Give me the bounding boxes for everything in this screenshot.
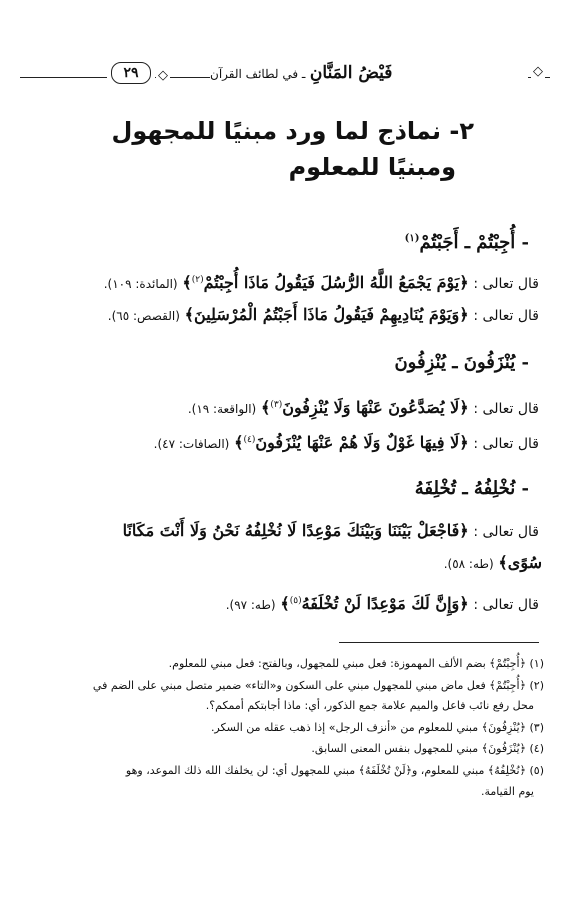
verse-close: ﴾ bbox=[261, 398, 271, 417]
verse-reference: (القصص: ٦٥). bbox=[107, 309, 180, 323]
verse-close: ﴾ bbox=[184, 305, 195, 324]
word-heading-text: - أُجِبْتُمْ ـ أَجَبْتُمْ bbox=[419, 232, 529, 253]
page-number-frame bbox=[107, 62, 155, 84]
verse-text: ﴿يَوْمَ يَجْمَعُ اللَّهُ الرُّسُلَ فَيَقُولُ مَاذَا أُجِبْتُمْ bbox=[203, 273, 469, 292]
page-number: ٢٩ bbox=[111, 62, 151, 84]
verse-text: ﴿وَيَوْمَ يُنَادِيهِمْ فَيَقُولُ مَاذَا أَجَبْتُمُ الْمُرْسَلِينَ bbox=[194, 305, 469, 324]
running-header bbox=[20, 58, 550, 86]
verse-text: ﴿وَإِنَّ لَكَ مَوْعِدًا لَنْ تُخْلَفَهُ bbox=[301, 594, 469, 613]
verse-lead: قال تعالى : bbox=[473, 436, 539, 452]
verse-line bbox=[29, 519, 539, 544]
footnote: (٥) ﴿نُخْلِفُهُ﴾ مبني للمعلوم، و﴿لَنْ تُخْلَفَهُ﴾ مبني للمجهول أي: لن يخلفك الله ذلك الموعد، وهو bbox=[125, 764, 544, 777]
verse-lead: قال تعالى : bbox=[473, 276, 539, 292]
footnote-continuation: محل رفع نائب فاعل والميم علامة جمع الذكور، أي: ماذا أجابتكم أممكم؟. bbox=[205, 699, 534, 712]
footnote-marker: (٤) bbox=[243, 435, 256, 445]
diamond-ornament-icon: ◇ bbox=[158, 68, 168, 83]
footnote-marker: (١) bbox=[404, 233, 420, 244]
word-heading bbox=[394, 350, 529, 376]
verse-reference: (طه: ٥٨). bbox=[443, 557, 494, 571]
footnote-marker: (٢) bbox=[191, 275, 204, 285]
verse-lead: قال تعالى : bbox=[473, 597, 539, 613]
word-heading bbox=[415, 476, 529, 502]
book-subtitle: ـ في لطائف القرآن bbox=[210, 67, 306, 81]
section-title-line-1: ٢- نماذج لما ورد مبنيًا للمجهول bbox=[111, 117, 474, 145]
footnote-marker: (٥) bbox=[289, 596, 302, 606]
footnote: (٢) ﴿أُجِبْتُمْ﴾ فعل ماض مبني للمجهول مبني على السكون و«التاء» ضمير متصل مبني على الضم في bbox=[92, 679, 544, 692]
word-heading-text: - يُنْزَفُونَ ـ يُنْزِفُونَ bbox=[394, 352, 529, 373]
diamond-ornament-icon: ◇ bbox=[533, 64, 543, 79]
verse-line bbox=[29, 268, 539, 296]
verse-text: سُوًى bbox=[507, 553, 542, 572]
verse-line bbox=[29, 428, 539, 456]
verse-close: ﴾ bbox=[498, 553, 508, 572]
verse-line bbox=[32, 551, 542, 576]
book-title: فَيْضُ المَنَّانِ bbox=[309, 63, 393, 83]
verse-lead: قال تعالى : bbox=[473, 308, 539, 324]
section-title-line-2: ومبنيًا للمعلوم bbox=[288, 153, 456, 181]
footnote: (٤) ﴿يُنْزَفُونَ﴾ مبني للمجهول بنفس المعنى السابق. bbox=[311, 742, 544, 755]
verse-reference: (الصافات: ٤٧). bbox=[153, 437, 230, 451]
footnote: (١) ﴿أُجِبْتُمْ﴾ بضم الألف المهموزة: فعل مبني للمجهول، وبالفتح: فعل مبني للمعلوم. bbox=[168, 657, 544, 670]
verse-lead: قال تعالى : bbox=[473, 401, 539, 417]
verse-reference: (الواقعة: ١٩). bbox=[187, 402, 257, 416]
footnote-divider bbox=[339, 642, 539, 643]
verse-line bbox=[29, 393, 539, 421]
footnote: (٣) ﴿يُنْزِفُونَ﴾ مبني للمعلوم من «أنزف الرجل» إذا ذهب عقله من السكر. bbox=[210, 721, 544, 734]
verse-close: ﴾ bbox=[280, 594, 290, 613]
verse-line bbox=[29, 589, 539, 617]
verse-close: ﴾ bbox=[234, 433, 244, 452]
verse-reference: (المائدة: ١٠٩). bbox=[103, 277, 178, 291]
footnote-continuation: يوم القيامة. bbox=[481, 785, 534, 798]
header-title bbox=[210, 62, 528, 84]
verse-reference: (طه: ٩٧). bbox=[225, 598, 276, 612]
verse-text: ﴿لَا يُصَدَّعُونَ عَنْهَا وَلَا يُنْزِفُونَ bbox=[282, 398, 469, 417]
verse-text: ﴿فَاجْعَلْ بَيْنَنَا وَبَيْنَكَ مَوْعِدًا لَا نُخْلِفُهُ نَحْنُ وَلَا أَنْتَ مَكَانًا bbox=[122, 521, 469, 540]
verse-close: ﴾ bbox=[182, 273, 192, 292]
word-heading-text: - نُخْلِفُهُ ـ تُخْلِفَهُ bbox=[414, 478, 529, 499]
verse-lead: قال تعالى : bbox=[473, 524, 539, 540]
verse-line bbox=[29, 303, 539, 328]
word-heading bbox=[405, 226, 529, 256]
verse-text: ﴿لَا فِيهَا غَوْلٌ وَلَا هُمْ عَنْهَا يُنْزَفُونَ bbox=[255, 433, 469, 452]
footnote-marker: (٣) bbox=[270, 400, 283, 410]
